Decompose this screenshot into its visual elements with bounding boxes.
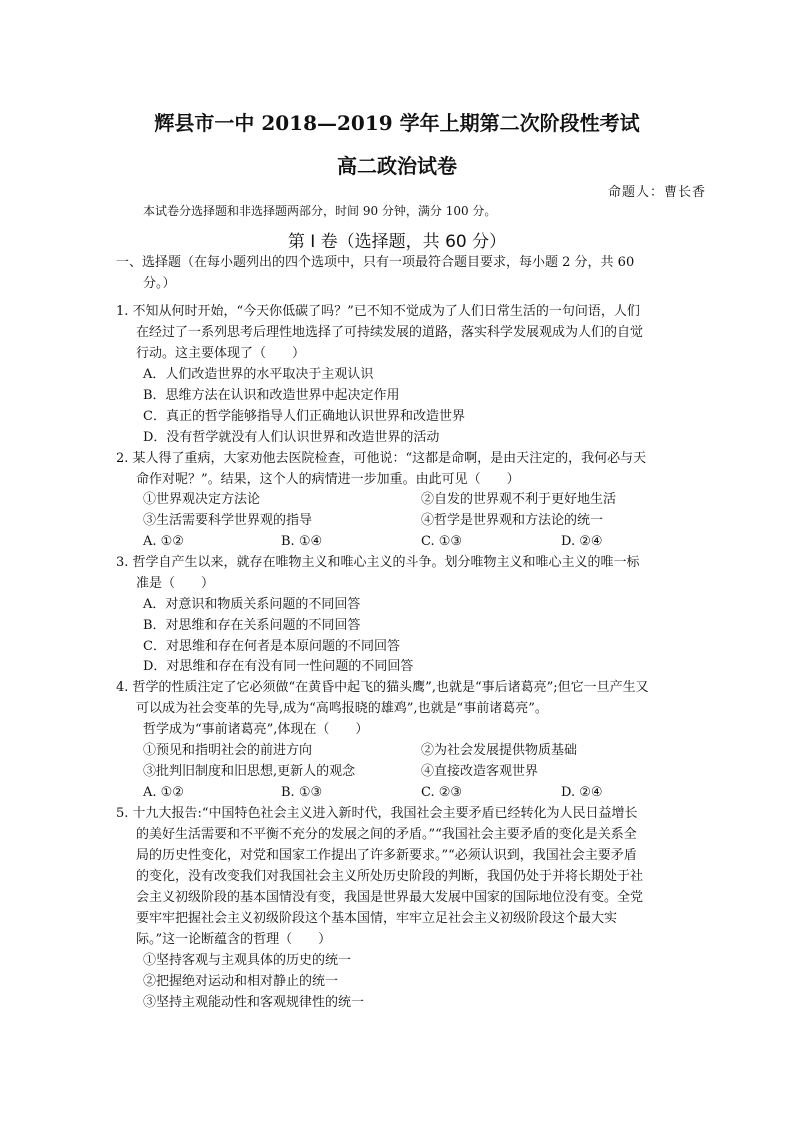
q3-option-a: A．对意识和物质关系问题的不同回答 xyxy=(143,597,361,612)
q2-option-b: B. ①④ xyxy=(281,534,323,549)
section-instruction: 一、选择题（在每小题列出的四个选项中，只有一项最符合题目要求，每小题 2 分，共 60 xyxy=(116,255,635,270)
q5-statement-3: ③坚持主观能动性和客观规律性的统一 xyxy=(143,995,365,1010)
q1-stem: 行动。这主要体现了（ ） xyxy=(136,346,306,361)
q4-stem: 4. 哲学的性质注定了它必须做“在黄昏中起飞的猫头鹰”,也就是“事后诸葛亮”;但它一旦产生又 xyxy=(116,680,649,695)
q1-stem: 在经过了一系列思考后理性地选择了可持续发展的道路，落实科学发展观成为人们的自觉 xyxy=(136,325,644,340)
q3-option-c: C．对思维和存在何者是本原问题的不同回答 xyxy=(143,639,400,654)
q2-stem: 2. 某人得了重病，大家劝他去医院检查，可他说：“这都是命啊，是由天注定的，我何必与天 xyxy=(116,451,647,466)
q4-option-d: D. ②④ xyxy=(561,785,603,800)
q5-stem: 要牢牢把握社会主义初级阶段这个基本国情，牢牢立足社会主义初级阶段这个最大实 xyxy=(136,911,618,926)
q2-statement-2: ②自发的世界观不利于更好地生活 xyxy=(421,492,617,507)
q1-option-a: A．人们改造世界的水平取决于主观认识 xyxy=(143,367,374,382)
q4-option-a: A. ①② xyxy=(143,785,184,800)
q3-stem: 准是（ ） xyxy=(136,576,215,591)
exam-note: 本试卷分选择题和非选择题两部分，时间 90 分钟，满分 100 分。 xyxy=(143,204,497,218)
q4-option-b: B. ①③ xyxy=(281,785,323,800)
q4-statement-1: ①预见和指明社会的前进方向 xyxy=(143,743,313,758)
q4-statement-4: ④直接改造客观世界 xyxy=(421,764,539,779)
q4-statement-2: ②为社会发展提供物质基础 xyxy=(421,743,578,758)
q5-statement-2: ②把握绝对运动和相对静止的统一 xyxy=(143,974,339,989)
q5-statement-1: ①坚持客观与主观具体的历史的统一 xyxy=(143,953,352,968)
q2-option-d: D. ②④ xyxy=(561,534,603,549)
q5-stem: 5. 十九大报告:“中国特色社会主义进入新时代，我国社会主要矛盾已经转化为人民日益增长 xyxy=(116,806,638,821)
author-line: 命题人：曹长香 xyxy=(607,185,706,200)
q1-option-c: C．真正的哲学能够指导人们正确地认识世界和改造世界 xyxy=(143,409,465,424)
q4-option-c: C. ②③ xyxy=(421,785,463,800)
q2-option-a: A. ①② xyxy=(143,534,184,549)
q3-stem: 3. 哲学自产生以来，就存在唯物主义和唯心主义的斗争。划分唯物主义和唯心主义的唯一标 xyxy=(116,555,640,570)
q2-statement-3: ③生活需要科学世界观的指导 xyxy=(143,513,313,528)
q4-stem: 可以成为社会变革的先导,成为“高鸣报晓的雄鸡”,也就是“事前诸葛亮”。 xyxy=(136,701,548,716)
q4-statement-3: ③批判旧制度和旧思想,更新人的观念 xyxy=(143,764,356,779)
section-title: 第 I 卷（选择题，共 60 分） xyxy=(287,232,507,252)
q5-stem: 际。”这一论断蕴含的哲理（ ） xyxy=(136,932,332,947)
q1-stem: 1. 不知从何时开始，“今天你低碳了吗？”已不知不觉成为了人们日常生活的一句问语，人们 xyxy=(116,304,640,319)
exam-subtitle: 高二政治试卷 xyxy=(337,154,457,178)
q5-stem: 的美好生活需要和不平衡不充分的发展之间的矛盾。”“我国社会主要矛盾的变化是关系全 xyxy=(136,827,637,842)
exam-title: 辉县市一中 2018—2019 学年上期第二次阶段性考试 xyxy=(154,111,640,135)
q3-option-d: D．对思维和存在有没有同一性问题的不同回答 xyxy=(143,659,414,674)
q1-option-d: D．没有哲学就没有人们认识世界和改造世界的活动 xyxy=(143,430,440,445)
q1-option-b: B．思维方法在认识和改造世界中起决定作用 xyxy=(143,388,400,403)
q5-stem: 局的历史性变化，对党和国家工作提出了许多新要求。”“必须认识到，我国社会主要矛盾 xyxy=(136,848,637,863)
q4-stem: 哲学成为“事前诸葛亮”,体现在（ ） xyxy=(143,722,369,737)
q2-statement-1: ①世界观决定方法论 xyxy=(143,492,261,507)
q2-statement-4: ④哲学是世界观和方法论的统一 xyxy=(421,513,604,528)
q3-option-b: B．对思维和存在关系问题的不同回答 xyxy=(143,618,361,633)
q2-stem: 命作对呢？”。结果，这个人的病情进一步加重。由此可见（ ） xyxy=(136,472,520,487)
q2-option-c: C. ①③ xyxy=(421,534,463,549)
section-instruction-cont: 分。） xyxy=(143,276,176,291)
q5-stem: 会主义初级阶段的基本国情没有变，我国是世界最大发展中国家的国际地位没有变。全党 xyxy=(136,890,644,905)
q5-stem: 的变化，没有改变我们对我国社会主义所处历史阶段的判断，我国仍处于并将长期处于社 xyxy=(136,869,644,884)
